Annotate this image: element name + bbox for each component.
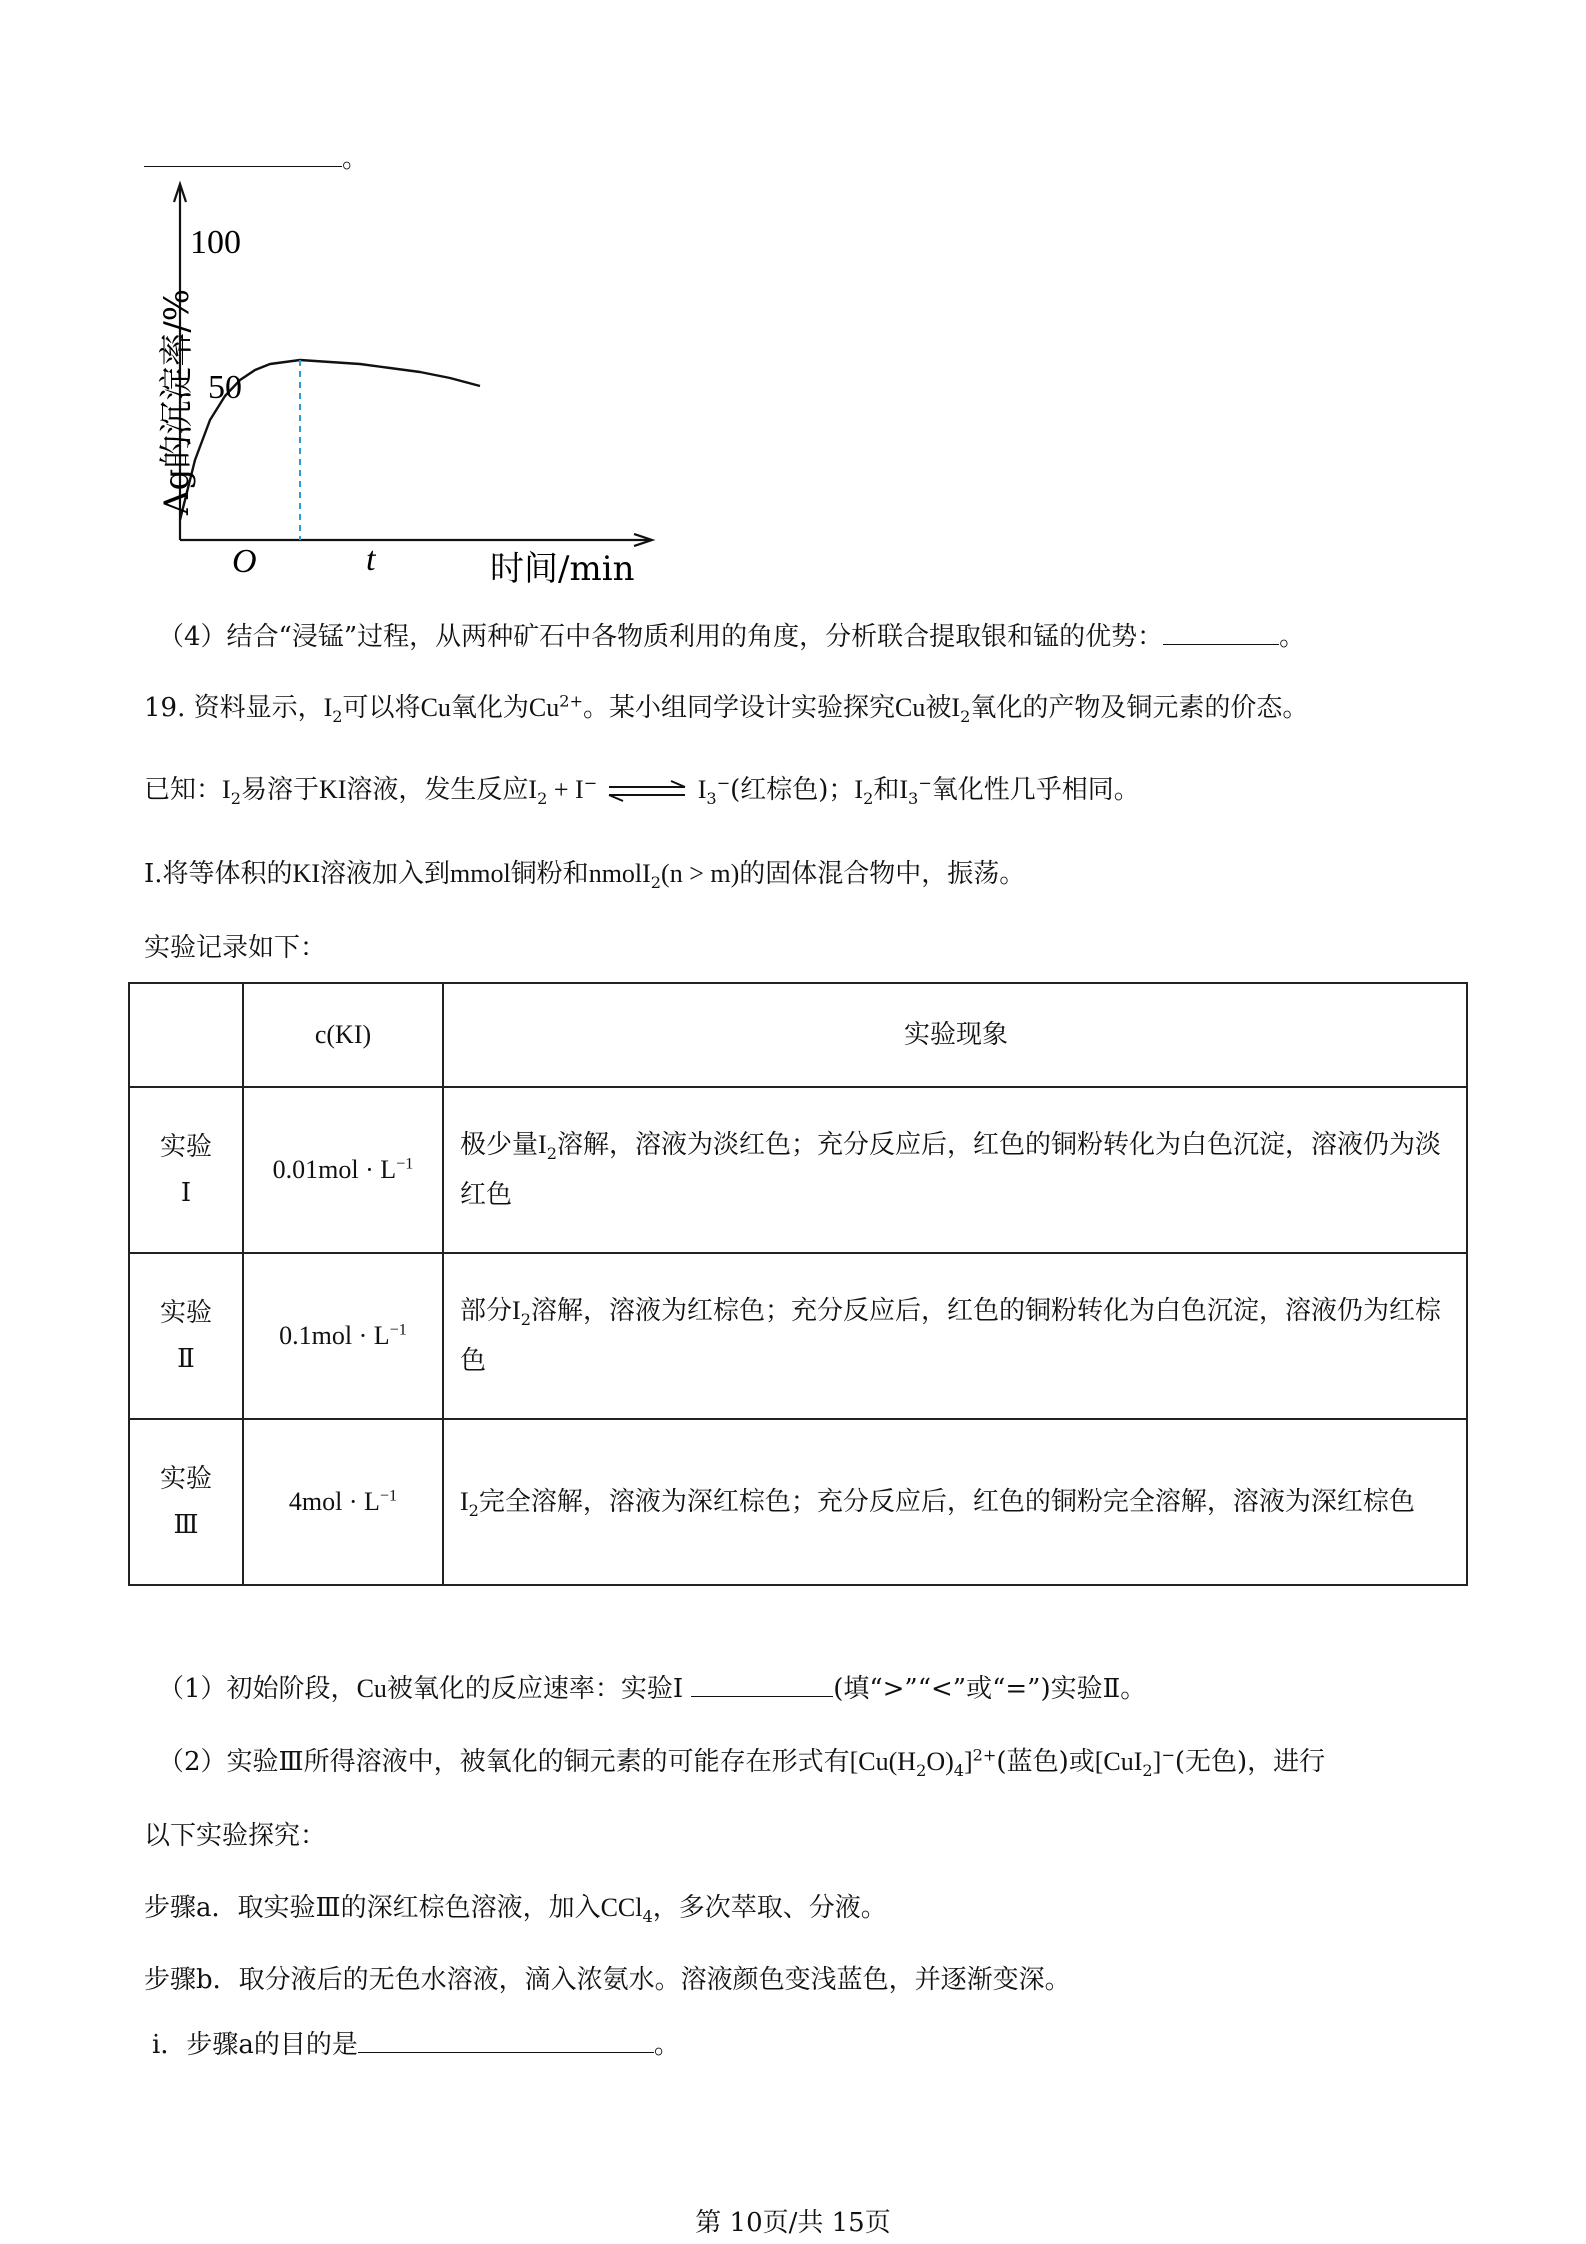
page-footer: 第 10页/共 15页 (695, 2208, 891, 2238)
record-title: 实验记录如下： (144, 933, 327, 963)
header-concentration: c(KI) (243, 983, 443, 1087)
y-tick-50: 50 (208, 369, 242, 406)
answer-blank (691, 1670, 833, 1697)
step-b: 步骤b．取分液后的无色水溶液，滴入浓氨水。溶液颜色变浅蓝色，并逐渐变深。 (144, 1965, 1071, 1995)
answer-blank (1163, 618, 1279, 645)
sub-question-2: （2）实验Ⅲ所得溶液中，被氧化的铜元素的可能存在形式有$[Cu(H_2O)_4]^{2+}$(蓝色)或[CuI$_2$]−(无色)，进行 (158, 1745, 1326, 1781)
question-19-intro: 19. 资料显示，$I_2$可以将Cu氧化为$Cu^{2+}$。某小组同学设计实验探究Cu被$I_2$氧化的产物及铜元素的价态。 (144, 691, 1309, 727)
step-a: 步骤a．取实验Ⅲ的深红棕色溶液，加入CCl$_4$，多次萃取、分液。 (144, 1893, 887, 1927)
sub-question-2-continued: 以下实验探究： (144, 1821, 327, 1851)
answer-blank (358, 2026, 654, 2053)
y-tick-100: 100 (190, 224, 241, 261)
top-answer-line: 。 (144, 140, 368, 177)
known-info: 已知：$I_2$易溶于KI溶液，发生反应$I_2 + I^-$ $I_3^-$(红棕色)；$I_2$和$I_3^-$氧化性几乎相同。 (144, 773, 1140, 809)
table-row: 实验 Ⅲ $4mol \cdot L^{-1}$ $I_2$完全溶解，溶液为深红棕色；充分反应后，红色的铜粉完全溶解，溶液为深红棕色 (129, 1419, 1467, 1585)
answer-blank (144, 140, 342, 167)
question-i: ⅰ．步骤a的目的是 。 (152, 2026, 680, 2063)
x-axis-label: 时间/min (490, 549, 635, 589)
equilibrium-arrow-icon (605, 780, 689, 802)
table-row: 实验 Ⅰ $0.01mol \cdot L^{-1}$ 极少量$I_2$溶解，溶液为淡红色；充分反应后，红色的铜粉转化为白色沉淀，溶液仍为淡红色 (129, 1087, 1467, 1253)
section-1-intro: I.将等体积的KI溶液加入到mmol铜粉和nmolI$_2$(n > m)的固体混合物中，振荡。 (144, 859, 1026, 893)
question-4: （4）结合“浸锰”过程，从两种矿石中各物质利用的角度，分析联合提取银和锰的优势： 。 (158, 618, 1305, 655)
experiment-table (128, 982, 1468, 1586)
sub-question-1: （1）初始阶段，Cu被氧化的反应速率：实验Ⅰ (填“>”“<”或“=”)实验Ⅱ。 (158, 1670, 1146, 1707)
table-row: 实验 Ⅱ $0.1mol \cdot L^{-1}$ 部分$I_2$溶解，溶液为红棕色；充分反应后，红色的铜粉转化为白色沉淀，溶液仍为红棕色 (129, 1253, 1467, 1419)
header-phenomenon: 实验现象 (443, 983, 1467, 1087)
table-header-row (129, 983, 1467, 1087)
t-label: t (366, 541, 376, 578)
y-axis-label: Ag的沉淀率/% (157, 288, 197, 515)
origin-label: O (232, 543, 257, 580)
silver-precipitation-chart (140, 180, 700, 600)
